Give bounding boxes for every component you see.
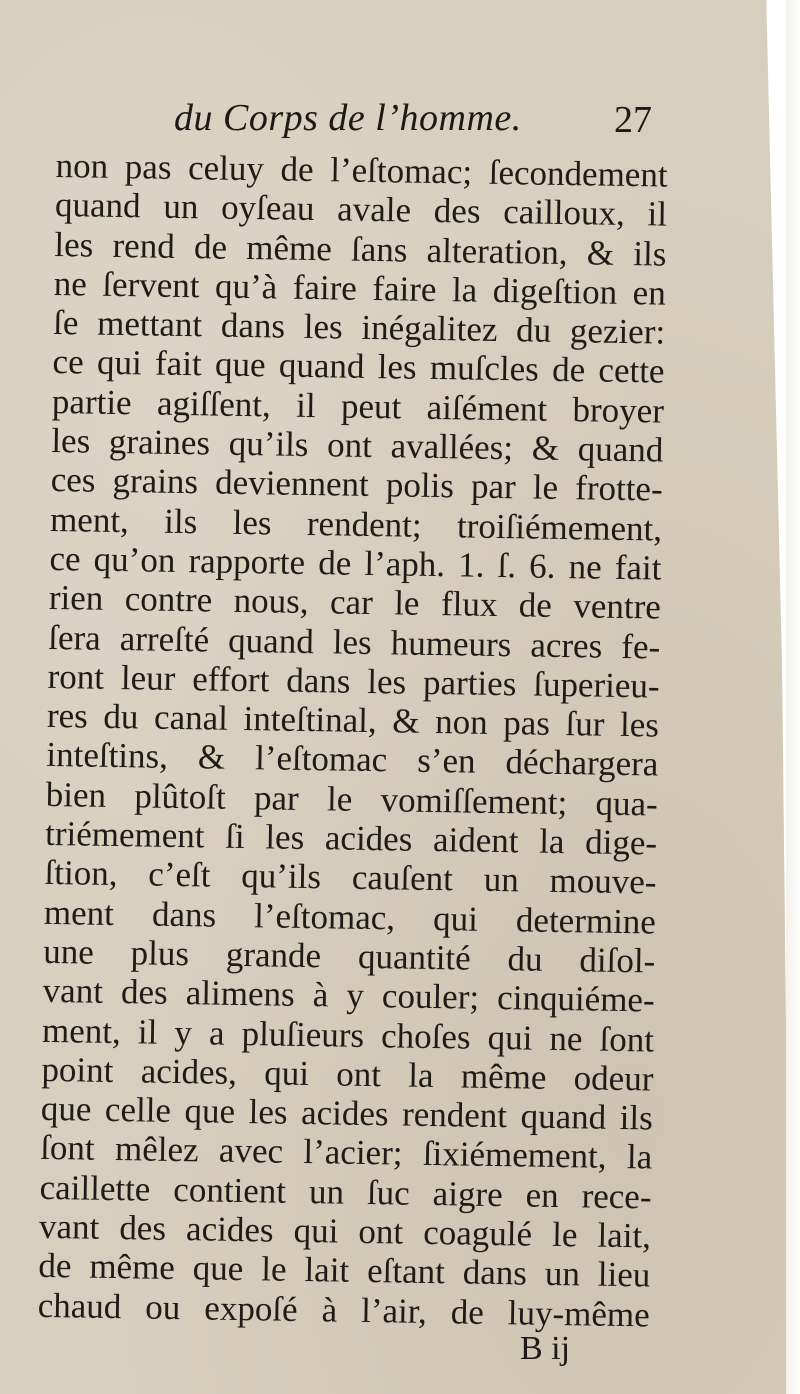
text-line: vant des acides qui ont coagulé le lait, bbox=[38, 1206, 652, 1256]
text-line: ment, il y a pluſieurs choſes qui ne ſont bbox=[41, 1010, 655, 1060]
text-line: ſera arreſté quand les humeurs acres fe- bbox=[47, 617, 661, 667]
text-line: ſont mêlez avec l’acier; ſixiémement, la bbox=[39, 1128, 653, 1177]
text-line: ne ſervent qu’à faire faire la digeſtion en bbox=[53, 263, 667, 313]
text-line: une plus grande quantité du diſol- bbox=[43, 931, 656, 981]
text-line: les rend de même ſans alteration, & ils bbox=[54, 224, 667, 274]
text-line: de même que le lait eſtant dans un lieu bbox=[38, 1246, 651, 1295]
text-line: partie agiſſent, il peut aiſément broyer bbox=[51, 381, 665, 431]
text-line: ſe mettant dans les inégalitez du gezier: bbox=[52, 303, 666, 352]
signature-mark: B ij bbox=[520, 1330, 571, 1367]
text-line: non pas celuy de l’eſtomac; ſecondement bbox=[55, 146, 668, 195]
text-line: ce qui fait que quand les muſcles de cette bbox=[52, 342, 665, 392]
page-number: 27 bbox=[614, 99, 652, 141]
text-line: triémement ſi les acides aident la dige- bbox=[44, 813, 658, 863]
text-line: rien contre nous, car le flux de ventre bbox=[48, 578, 662, 627]
text-line: res du canal inteſtinal, & non pas ſur les bbox=[46, 696, 660, 745]
page-edge bbox=[786, 0, 800, 1394]
text-line: vant des alimens à y couler; cinquiéme- bbox=[42, 971, 655, 1020]
text-line: bien plûtoſt par le vomiſſement; qua- bbox=[45, 774, 659, 824]
text-line: inteſtins, & l’eſtomac s’en déchargera bbox=[46, 735, 659, 784]
text-line: ment dans l’eſtomac, qui determine bbox=[43, 892, 657, 942]
text-line: que celle que les acides rendent quand ils bbox=[40, 1089, 654, 1138]
text-line: ront leur effort dans les parties ſuperieu- bbox=[47, 656, 660, 706]
text-line: ces grains deviennent polis par le frotte- bbox=[50, 460, 663, 509]
text-line: ſtion, c’eſt qu’ils cauſent un mouve- bbox=[44, 853, 657, 902]
text-line: ment, ils les rendent; troiſiémement, bbox=[49, 499, 663, 549]
text-line: chaud ou expoſé à l’air, de luy-même bbox=[37, 1285, 651, 1335]
text-line: ce qu’on rapporte de l’aph. 1. ſ. 6. ne fait bbox=[49, 538, 662, 588]
body-text bbox=[37, 146, 675, 1334]
text-line: quand un oyſeau avale des cailloux, il bbox=[54, 185, 668, 234]
text-line: point acides, qui ont la même odeur bbox=[41, 1049, 654, 1099]
running-title: du Corps de l’homme. bbox=[174, 97, 522, 139]
text-line: caillette contient un ſuc aigre en rece- bbox=[39, 1167, 652, 1217]
text-line: les graines qu’ils ont avallées; & quand bbox=[51, 421, 664, 470]
